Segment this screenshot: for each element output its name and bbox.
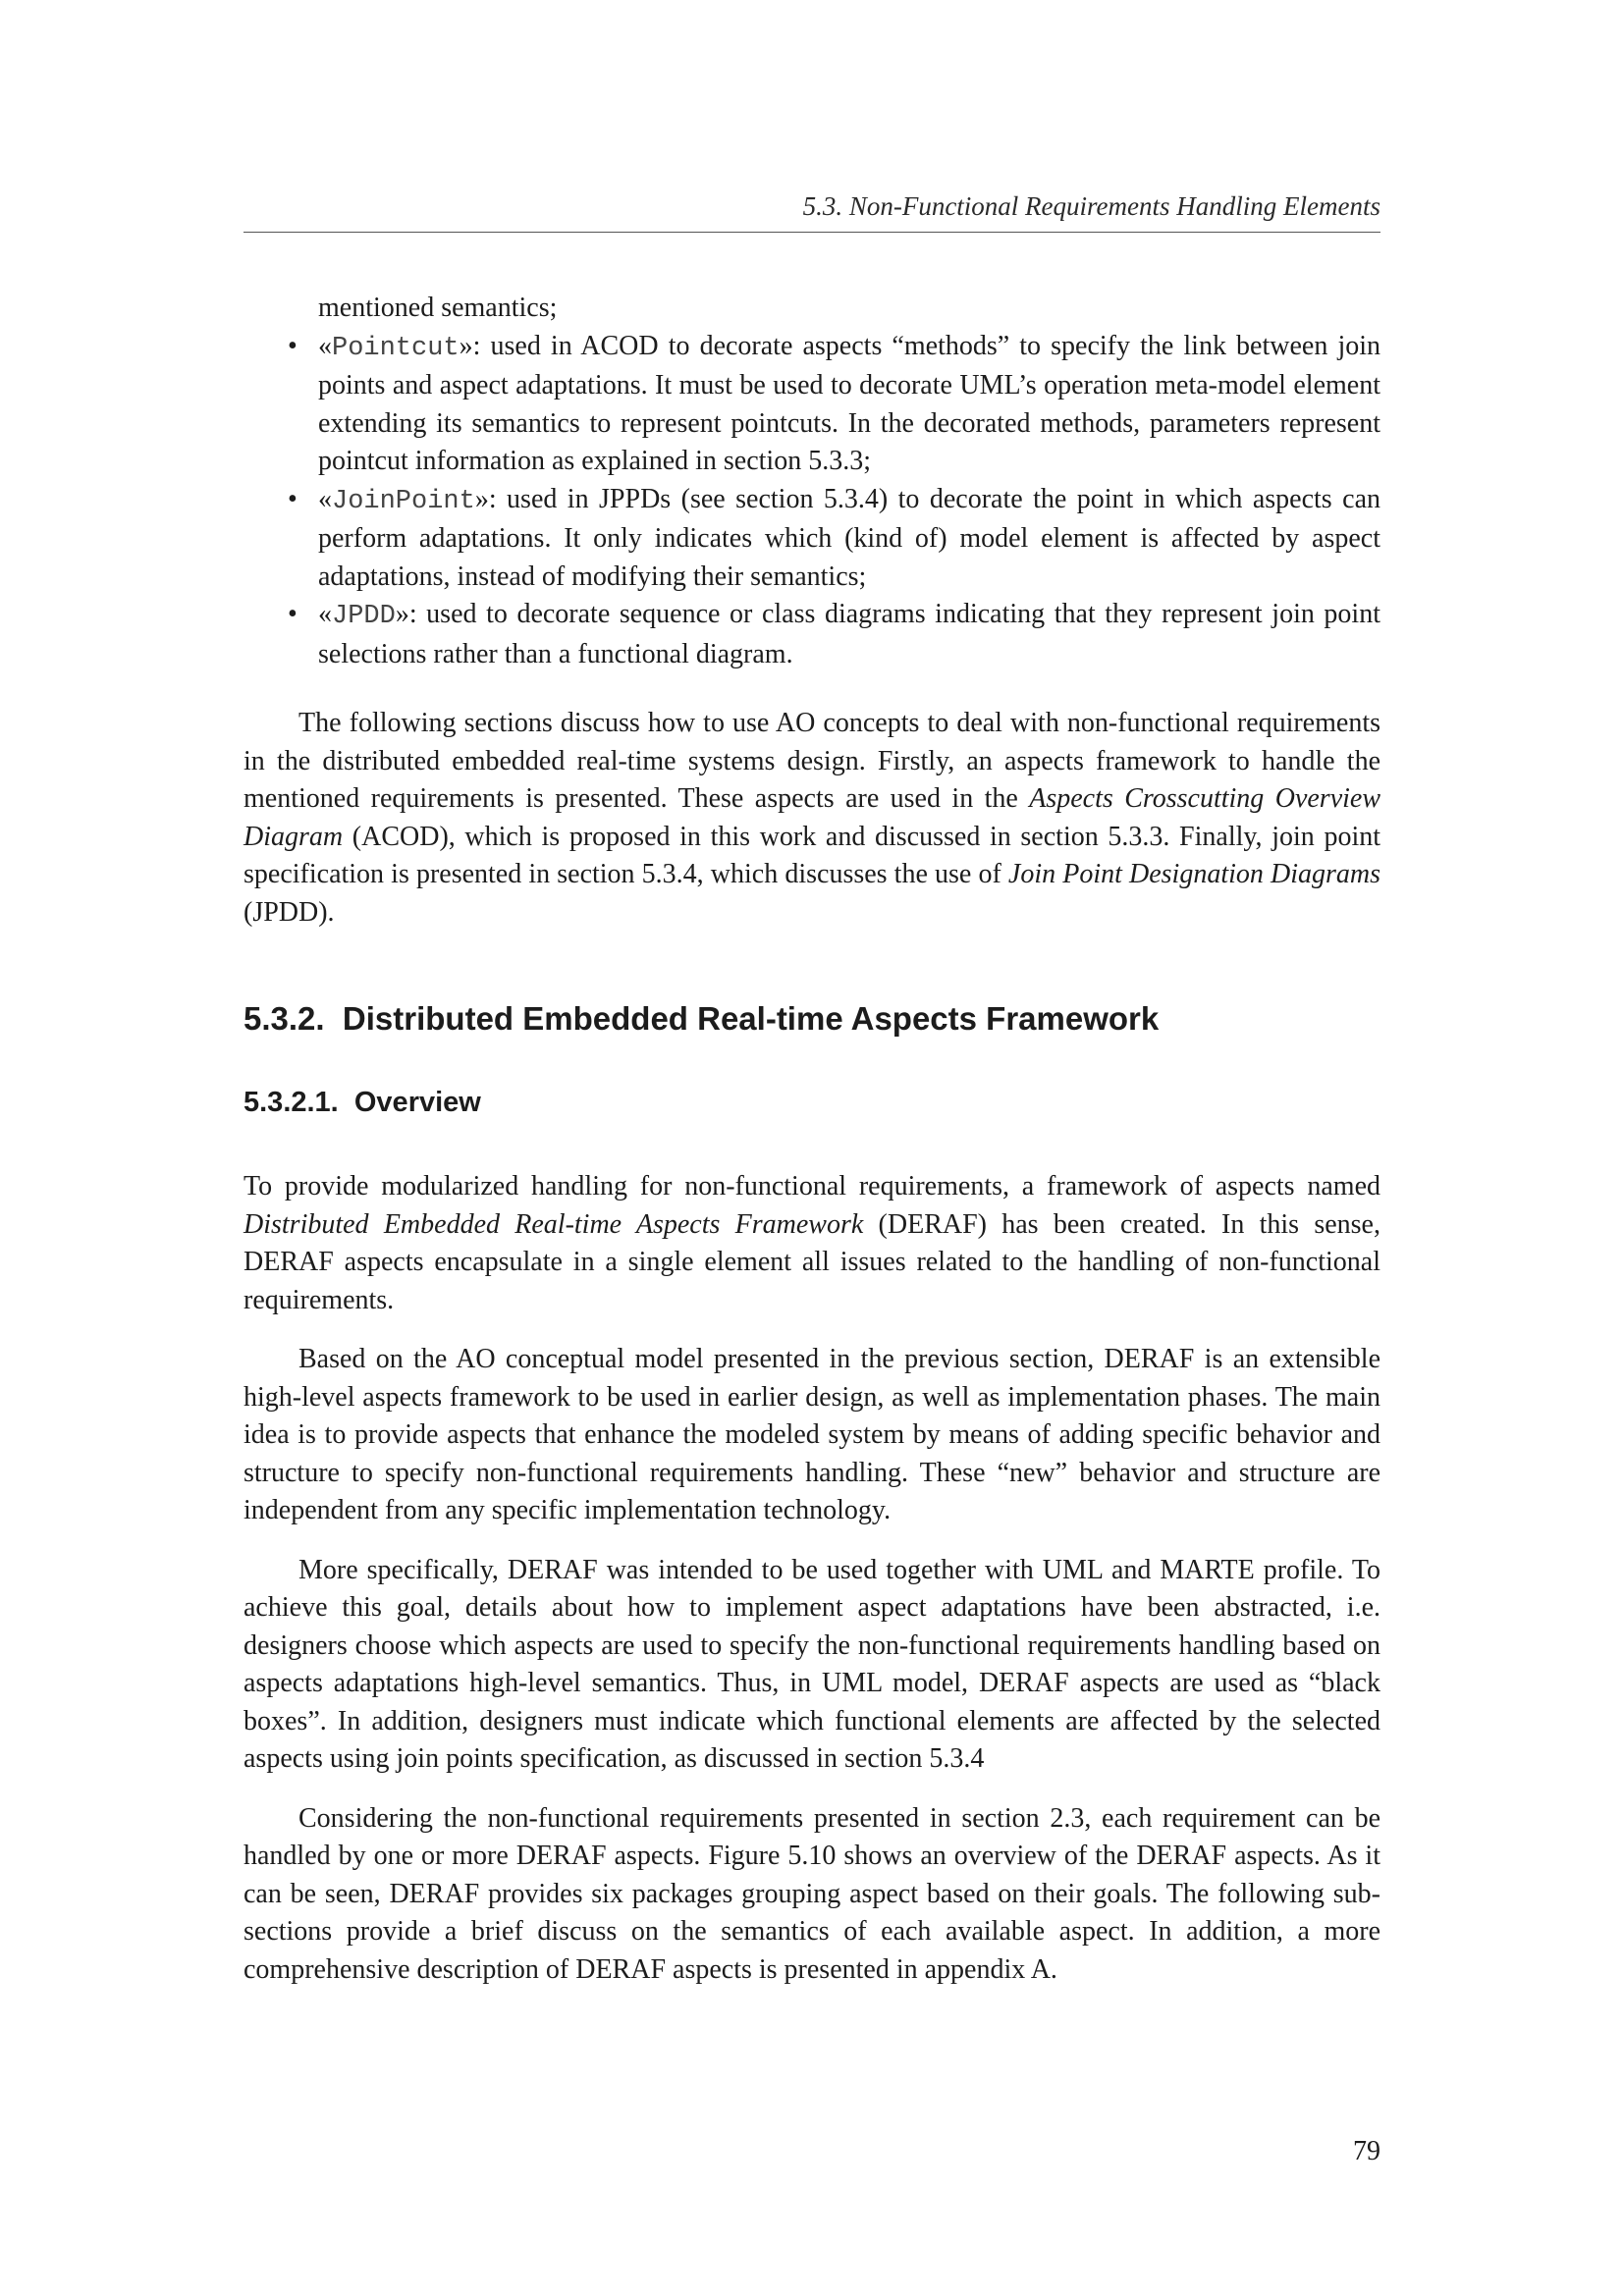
stereotype-name: JoinPoint	[332, 486, 475, 516]
stereotype-list	[243, 328, 1380, 674]
list-item-text: : used to decorate sequence or class diagrams indicating that they represent join point selections rather than a functional diagram.	[318, 599, 1380, 669]
running-header: 5.3. Non-Functional Requirements Handling Elements	[243, 191, 1380, 233]
list-item-text: : used in ACOD to decorate aspects “methods” to specify the link between join points and aspect adaptations. It must be used to decorate UML’s operation meta-model element extending its semantics to represent pointcuts. In the decorated methods, parameters represent pointcut information as explained in section 5.3.3;	[318, 330, 1380, 476]
list-item: • «Pointcut»: used in ACOD to decorate aspects “methods” to specify the link between join points and aspect adaptations. It must be used to decorate UML’s operation meta-model element extending its semantics to represent pointcuts. In the decorated methods, parameters represent pointcut information as explained in section 5.3.3;	[243, 328, 1380, 481]
page	[243, 191, 1380, 1989]
stereotype-name: Pointcut	[332, 333, 460, 363]
subsection-heading: 5.3.2.1. Overview	[243, 1086, 481, 1118]
paragraph: Based on the AO conceptual model presented in the previous section, DERAF is an extensible high-level aspects framework to be used in earlier design, as well as implementation phases. The main idea is to provide aspects that enhance the modeled system by means of adding specific behavior and structure to specify non-functional requirements handling. These “new” behavior and structure are independent from any specific implementation technology.	[243, 1344, 1380, 1525]
list-continuation: mentioned semantics;	[318, 293, 558, 323]
intro-paragraph: The following sections discuss how to use AO concepts to deal with non-functional requirements in the distributed embedded real-time systems design. Firstly, an aspects framework to handle the mentioned requirements is presented. These aspects are used in the Aspects Crosscutting Overview Diagram (ACOD), which is proposed in this work and discussed in section 5.3.3. Finally, join point specification is presented in section 5.3.4, which discusses the use of Join Point Designation Diagrams (JPDD).	[243, 708, 1381, 928]
paragraph: More specifically, DERAF was intended to be used together with UML and MARTE profile. To achieve this goal, details about how to implement aspect adaptations have been abstracted, i.e. designers choose which aspects are used to specify the non-functional requirements handling based on aspects adaptations high-level semantics. Thus, in UML model, DERAF aspects are used as “black boxes”. In addition, designers must indicate which functional elements are affected by the selected aspects using join points specification, as discussed in section 5.3.4	[243, 1554, 1380, 1774]
body	[243, 290, 1380, 1989]
paragraph: To provide modularized handling for non-functional requirements, a framework of aspects named Distributed Embedded Real-time Aspects Framework (DERAF) has been created. In this sense, DERAF aspects encapsulate in a single element all issues related to the handling of non-functional requirements.	[243, 1171, 1380, 1315]
bullet-icon: •	[288, 599, 298, 629]
paragraph: Considering the non-functional requirements presented in section 2.3, each requirement can be handled by one or more DERAF aspects. Figure 5.10 shows an overview of the DERAF aspects. As it can be seen, DERAF provides six packages grouping aspect based on their goals. The following sub-sections provide a brief discuss on the semantics of each available aspect. In addition, a more comprehensive description of DERAF aspects is presented in appendix A.	[243, 1802, 1380, 1985]
page-number: 79	[1353, 2136, 1380, 2166]
bullet-icon: •	[288, 330, 298, 361]
stereotype-name: JPDD	[332, 602, 396, 631]
list-item-text: : used in JPPDs (see section 5.3.4) to decorate the point in which aspects can perform adaptations. It only indicates which (kind of) model element is affected by aspect adaptations, instead of modifying their semantics;	[318, 483, 1380, 592]
list-item: • «JPDD»: used to decorate sequence or class diagrams indicating that they represent join point selections rather than a functional diagram.	[243, 596, 1380, 673]
section-heading: 5.3.2. Distributed Embedded Real-time Aspects Framework	[243, 1000, 1160, 1037]
list-item: • «JoinPoint»: used in JPPDs (see section 5.3.4) to decorate the point in which aspects can perform adaptations. It only indicates which (kind of) model element is affected by aspect adaptations, instead of modifying their semantics;	[243, 481, 1380, 597]
bullet-icon: •	[288, 483, 298, 514]
